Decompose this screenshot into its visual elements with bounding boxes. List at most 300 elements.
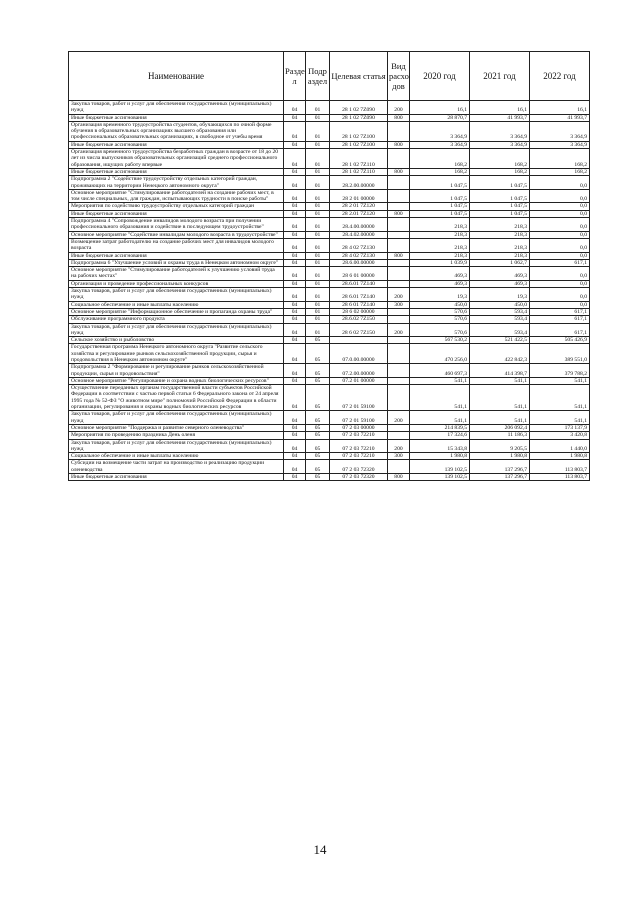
razdel-cell: 04: [284, 288, 306, 302]
table-row: [69, 308, 590, 315]
razdel-cell: 04: [284, 439, 306, 453]
value-2021-cell: 541,1: [470, 385, 530, 411]
table-row: [69, 210, 590, 217]
value-2021-cell: 3 364,9: [470, 121, 530, 141]
target-article-cell: 28.2.00.00000: [330, 176, 388, 190]
podrazdel-cell: 01: [306, 238, 330, 252]
value-2021-cell: 593,4: [470, 308, 530, 315]
name-cell: Мероприятия по проведению праздника День оленя: [69, 432, 284, 439]
razdel-cell: 04: [284, 301, 306, 308]
podrazdel-cell: 01: [306, 280, 330, 287]
expense-type-cell: 300: [388, 301, 410, 308]
name-cell: Сельское хозяйство и рыболовство: [69, 337, 284, 344]
value-2020-cell: 567 530,2: [410, 337, 470, 344]
value-2022-cell: 505 426,9: [530, 337, 590, 344]
razdel-cell: 04: [284, 424, 306, 431]
name-cell: Подпрограмма 4 "Сопровождение инвалидов молодого возраста при получении профессионального образования и содействие в последующем трудоустройстве": [69, 218, 284, 232]
target-article-cell: 28 2.01 7Z120: [330, 210, 388, 217]
razdel-cell: 04: [284, 252, 306, 259]
budget-table: [68, 51, 590, 481]
expense-type-cell: [388, 432, 410, 439]
target-article-cell: 28.6.02 7Z150: [330, 316, 388, 323]
expense-type-cell: [388, 218, 410, 232]
value-2022-cell: 113 803,7: [530, 460, 590, 474]
name-cell: Иные бюджетные ассигнования: [69, 114, 284, 121]
value-2021-cell: 206 092,4: [470, 424, 530, 431]
value-2020-cell: 214 839,5: [410, 424, 470, 431]
expense-type-cell: [388, 149, 410, 169]
value-2021-cell: 541,1: [470, 411, 530, 425]
target-article-cell: 07 2 03 72320: [330, 460, 388, 474]
value-2020-cell: 15 343,8: [410, 439, 470, 453]
razdel-cell: 04: [284, 453, 306, 460]
expense-type-cell: [388, 176, 410, 190]
table-row: [69, 231, 590, 238]
header-expense-type: Вид расхо дов: [388, 52, 410, 101]
razdel-cell: 04: [284, 308, 306, 315]
podrazdel-cell: 05: [306, 460, 330, 474]
name-cell: Основное мероприятие "Регулирование и охрана водных биологических ресурсов": [69, 377, 284, 384]
value-2020-cell: 19,3: [410, 288, 470, 302]
razdel-cell: 04: [284, 238, 306, 252]
razdel-cell: 04: [284, 267, 306, 281]
expense-type-cell: 800: [388, 168, 410, 175]
podrazdel-cell: 05: [306, 439, 330, 453]
expense-type-cell: [388, 280, 410, 287]
target-article-cell: 28 6 02 00000: [330, 308, 388, 315]
value-2020-cell: 1 047,5: [410, 176, 470, 190]
value-2020-cell: 570,6: [410, 308, 470, 315]
value-2022-cell: 0,0: [530, 176, 590, 190]
table-row: [69, 203, 590, 210]
name-cell: Иные бюджетные ассигнования: [69, 474, 284, 481]
value-2021-cell: 1 047,5: [470, 203, 530, 210]
podrazdel-cell: 01: [306, 203, 330, 210]
table-row: [69, 301, 590, 308]
razdel-cell: 04: [284, 385, 306, 411]
name-cell: Осуществление переданных органам государственной власти субъектов Российской Федерации в соответствии с частью первой статьи 6 Федерального закона от 24 апреля 1995 года № 52-ФЗ "О животном мире" полномочий Российской Федерации в области организации, регулирования и охраны водных биологических ресурсов: [69, 385, 284, 411]
value-2021-cell: 414 398,7: [470, 364, 530, 378]
razdel-cell: 04: [284, 149, 306, 169]
value-2020-cell: 3 364,9: [410, 121, 470, 141]
name-cell: Мероприятия по содействию трудоустройству отдельных категорий граждан: [69, 203, 284, 210]
expense-type-cell: [388, 238, 410, 252]
name-cell: Организация и проведение профессиональных конкурсов: [69, 280, 284, 287]
target-article-cell: 28 2 01 00000: [330, 189, 388, 203]
podrazdel-cell: 01: [306, 101, 330, 115]
podrazdel-cell: 01: [306, 189, 330, 203]
value-2022-cell: 0,0: [530, 252, 590, 259]
expense-type-cell: 800: [388, 141, 410, 148]
razdel-cell: 04: [284, 432, 306, 439]
podrazdel-cell: 05: [306, 424, 330, 431]
target-article-cell: 07 2 01 59100: [330, 411, 388, 425]
target-article-cell: 28 1 02 7Z100: [330, 121, 388, 141]
name-cell: Субсидии на возмещение части затрат на производство и реализацию продукции оленеводства: [69, 460, 284, 474]
page-number: 14: [313, 842, 327, 857]
table-row: [69, 432, 590, 439]
podrazdel-cell: 01: [306, 252, 330, 259]
value-2020-cell: 218,3: [410, 231, 470, 238]
value-2022-cell: 617,1: [530, 323, 590, 337]
table-row: [69, 149, 590, 169]
podrazdel-cell: 01: [306, 259, 330, 266]
name-cell: Закупка товаров, работ и услуг для обеспечения государственных (муниципальных) нужд: [69, 288, 284, 302]
name-cell: Иные бюджетные ассигнования: [69, 210, 284, 217]
target-article-cell: 28.6.01 7Z140: [330, 280, 388, 287]
table-row: [69, 288, 590, 302]
value-2021-cell: 521 422,5: [470, 337, 530, 344]
podrazdel-cell: 01: [306, 288, 330, 302]
value-2022-cell: 173 137,9: [530, 424, 590, 431]
expense-type-cell: [388, 377, 410, 384]
razdel-cell: 04: [284, 176, 306, 190]
value-2020-cell: 1 980,8: [410, 453, 470, 460]
podrazdel-cell: 05: [306, 385, 330, 411]
razdel-cell: 04: [284, 218, 306, 232]
target-article-cell: 28 6 01 00000: [330, 267, 388, 281]
value-2020-cell: 218,3: [410, 252, 470, 259]
value-2020-cell: 168,2: [410, 168, 470, 175]
value-2021-cell: 1 047,5: [470, 189, 530, 203]
podrazdel-cell: 05: [306, 377, 330, 384]
razdel-cell: 04: [284, 101, 306, 115]
expense-type-cell: 800: [388, 252, 410, 259]
razdel-cell: 04: [284, 210, 306, 217]
target-article-cell: 28 1 02 7Z090: [330, 114, 388, 121]
expense-type-cell: [388, 316, 410, 323]
table-row: [69, 141, 590, 148]
value-2021-cell: 1 047,5: [470, 176, 530, 190]
expense-type-cell: 200: [388, 411, 410, 425]
podrazdel-cell: 01: [306, 176, 330, 190]
table-header-row: [69, 52, 590, 101]
value-2022-cell: 0,0: [530, 218, 590, 232]
name-cell: Обслуживание программного продукта: [69, 316, 284, 323]
table-row: [69, 238, 590, 252]
table-row: [69, 337, 590, 344]
value-2022-cell: 168,2: [530, 149, 590, 169]
target-article-cell: 28.6.00.00000: [330, 259, 388, 266]
value-2020-cell: 16,1: [410, 101, 470, 115]
target-article-cell: 28 1 02 7Z100: [330, 141, 388, 148]
razdel-cell: 04: [284, 114, 306, 121]
value-2021-cell: 168,2: [470, 149, 530, 169]
value-2021-cell: 541,1: [470, 377, 530, 384]
value-2021-cell: 137 296,7: [470, 474, 530, 481]
value-2021-cell: 9 205,5: [470, 439, 530, 453]
name-cell: Подпрограмма 2 "Формирование и регулирование рынков сельскохозяйственной продукции, сырья и продовольствия": [69, 364, 284, 378]
value-2021-cell: 137 296,7: [470, 460, 530, 474]
value-2021-cell: 1 047,5: [470, 210, 530, 217]
podrazdel-cell: 05: [306, 453, 330, 460]
value-2022-cell: 0,0: [530, 288, 590, 302]
podrazdel-cell: 05: [306, 337, 330, 344]
value-2020-cell: 450,0: [410, 301, 470, 308]
expense-type-cell: [388, 121, 410, 141]
value-2022-cell: 617,1: [530, 316, 590, 323]
podrazdel-cell: 05: [306, 364, 330, 378]
value-2020-cell: 541,1: [410, 377, 470, 384]
value-2021-cell: 469,3: [470, 267, 530, 281]
value-2021-cell: 218,3: [470, 252, 530, 259]
header-razdel: Разде л: [284, 52, 306, 101]
target-article-cell: 28 4 02 7Z130: [330, 238, 388, 252]
expense-type-cell: [388, 203, 410, 210]
header-2020: 2020 год: [410, 52, 470, 101]
podrazdel-cell: 01: [306, 149, 330, 169]
value-2021-cell: 593,4: [470, 316, 530, 323]
podrazdel-cell: 01: [306, 323, 330, 337]
table-row: [69, 364, 590, 378]
value-2020-cell: 1 039,9: [410, 259, 470, 266]
table-row: [69, 316, 590, 323]
value-2022-cell: 16,1: [530, 101, 590, 115]
expense-type-cell: 800: [388, 114, 410, 121]
podrazdel-cell: 05: [306, 344, 330, 364]
razdel-cell: 04: [284, 364, 306, 378]
value-2020-cell: 570,6: [410, 316, 470, 323]
expense-type-cell: [388, 424, 410, 431]
value-2022-cell: 0,0: [530, 280, 590, 287]
value-2022-cell: 0,0: [530, 231, 590, 238]
value-2022-cell: 3 420,8: [530, 432, 590, 439]
table-row: [69, 101, 590, 115]
table-row: [69, 453, 590, 460]
value-2021-cell: 450,0: [470, 301, 530, 308]
razdel-cell: 04: [284, 121, 306, 141]
value-2021-cell: 11 186,3: [470, 432, 530, 439]
name-cell: Закупка товаров, работ и услуг для обеспечения государственных (муниципальных) нужд: [69, 323, 284, 337]
name-cell: Государственная программа Ненецкого автономного округа "Развитие сельского хозяйства и регулирование рынков сельскохозяйственной продукции, сырья и продовольствия в Ненецком автономном округе": [69, 344, 284, 364]
razdel-cell: 04: [284, 323, 306, 337]
target-article-cell: 28.4.02.00000: [330, 231, 388, 238]
name-cell: Основное мероприятие "Содействие инвалидам молодого возраста в трудоустройстве": [69, 231, 284, 238]
name-cell: Основное мероприятие "Информационное обеспечение и пропаганда охраны труда": [69, 308, 284, 315]
podrazdel-cell: 01: [306, 231, 330, 238]
razdel-cell: 04: [284, 168, 306, 175]
target-article-cell: 28 6 02 7Z150: [330, 323, 388, 337]
value-2021-cell: 16,1: [470, 101, 530, 115]
table-row: [69, 218, 590, 232]
name-cell: Основное мероприятие "Стимулирование работодателей на создание рабочих мест, в том числе специальных, для граждан, испытывающих трудности в поиске работы": [69, 189, 284, 203]
target-article-cell: 07.2 01 00000: [330, 377, 388, 384]
value-2020-cell: 541,1: [410, 411, 470, 425]
razdel-cell: 04: [284, 460, 306, 474]
value-2022-cell: 617,1: [530, 308, 590, 315]
value-2021-cell: 3 364,9: [470, 141, 530, 148]
expense-type-cell: [388, 337, 410, 344]
value-2020-cell: 28 870,7: [410, 114, 470, 121]
value-2021-cell: 168,2: [470, 168, 530, 175]
table-row: [69, 411, 590, 425]
podrazdel-cell: 01: [306, 121, 330, 141]
value-2020-cell: 469,3: [410, 267, 470, 281]
value-2022-cell: 3 364,9: [530, 141, 590, 148]
value-2021-cell: 1 980,8: [470, 453, 530, 460]
value-2022-cell: 1 980,8: [530, 453, 590, 460]
target-article-cell: 07 2 03 72210: [330, 432, 388, 439]
value-2022-cell: 379 788,2: [530, 364, 590, 378]
value-2021-cell: 41 993,7: [470, 114, 530, 121]
name-cell: Основное мероприятие "Стимулирование работодателей к улучшению условий труда на рабочих местах": [69, 267, 284, 281]
value-2022-cell: 1 440,0: [530, 439, 590, 453]
target-article-cell: 07 2 03 72210: [330, 439, 388, 453]
value-2020-cell: 218,3: [410, 218, 470, 232]
name-cell: Иные бюджетные ассигнования: [69, 252, 284, 259]
name-cell: Социальное обеспечение и иные выплаты населению: [69, 453, 284, 460]
value-2021-cell: 218,3: [470, 238, 530, 252]
value-2020-cell: 460 697,3: [410, 364, 470, 378]
target-article-cell: 28 4 02 7Z130: [330, 252, 388, 259]
expense-type-cell: 200: [388, 288, 410, 302]
value-2022-cell: 0,0: [530, 301, 590, 308]
table-row: [69, 114, 590, 121]
value-2021-cell: 218,3: [470, 218, 530, 232]
value-2020-cell: 3 364,9: [410, 141, 470, 148]
table-row: [69, 176, 590, 190]
name-cell: Закупка товаров, работ и услуг для обеспечения государственных (муниципальных) нужд: [69, 101, 284, 115]
value-2021-cell: 422 842,3: [470, 344, 530, 364]
expense-type-cell: 200: [388, 323, 410, 337]
expense-type-cell: [388, 189, 410, 203]
value-2020-cell: 570,6: [410, 323, 470, 337]
name-cell: Социальное обеспечение и иные выплаты населению: [69, 301, 284, 308]
target-article-cell: 07 2 03 00000: [330, 424, 388, 431]
razdel-cell: 04: [284, 474, 306, 481]
value-2020-cell: 17 324,6: [410, 432, 470, 439]
target-article-cell: 28 1 02 7Z110: [330, 149, 388, 169]
expense-type-cell: [388, 259, 410, 266]
table-row: [69, 168, 590, 175]
expense-type-cell: 800: [388, 474, 410, 481]
table-row: [69, 267, 590, 281]
podrazdel-cell: 01: [306, 267, 330, 281]
table-row: [69, 259, 590, 266]
podrazdel-cell: 05: [306, 411, 330, 425]
target-article-cell: 28 6.01 7Z140: [330, 288, 388, 302]
value-2021-cell: 19,3: [470, 288, 530, 302]
target-article-cell: 28 6 01 7Z140: [330, 301, 388, 308]
value-2022-cell: 541,1: [530, 385, 590, 411]
target-article-cell: 28 2 01 7Z120: [330, 203, 388, 210]
target-article-cell: 07 2 01 59100: [330, 385, 388, 411]
podrazdel-cell: 01: [306, 210, 330, 217]
podrazdel-cell: 05: [306, 474, 330, 481]
expense-type-cell: 200: [388, 439, 410, 453]
value-2020-cell: 168,2: [410, 149, 470, 169]
value-2021-cell: 593,4: [470, 323, 530, 337]
expense-type-cell: [388, 231, 410, 238]
header-2021: 2021 год: [470, 52, 530, 101]
value-2022-cell: 617,1: [530, 259, 590, 266]
razdel-cell: 04: [284, 189, 306, 203]
table-row: [69, 385, 590, 411]
target-article-cell: 28.4.00.00000: [330, 218, 388, 232]
target-article-cell: 28 1 02 7Z110: [330, 168, 388, 175]
razdel-cell: 04: [284, 377, 306, 384]
expense-type-cell: [388, 267, 410, 281]
table-row: [69, 280, 590, 287]
razdel-cell: 04: [284, 411, 306, 425]
header-target-article: Целевая статья: [330, 52, 388, 101]
name-cell: Организация временного трудоустройства безработных граждан в возрасте от 18 до 20 лет из числа выпускников образовательных организаций среднего профессионального образования, ищущих работу впервые: [69, 149, 284, 169]
table-row: [69, 189, 590, 203]
target-article-cell: 28 1 02 7Z090: [330, 101, 388, 115]
expense-type-cell: [388, 308, 410, 315]
podrazdel-cell: 01: [306, 316, 330, 323]
expense-type-cell: 200: [388, 101, 410, 115]
value-2020-cell: 1 047,5: [410, 210, 470, 217]
value-2022-cell: 0,0: [530, 267, 590, 281]
name-cell: Закупка товаров, работ и услуг для обеспечения государственных (муниципальных) нужд: [69, 411, 284, 425]
value-2022-cell: 3 364,9: [530, 121, 590, 141]
razdel-cell: 04: [284, 280, 306, 287]
value-2022-cell: 0,0: [530, 238, 590, 252]
header-name: Наименование: [69, 52, 284, 101]
value-2020-cell: 1 047,5: [410, 189, 470, 203]
value-2022-cell: 0,0: [530, 210, 590, 217]
table-row: [69, 323, 590, 337]
table-body: [69, 101, 590, 481]
value-2022-cell: 113 803,7: [530, 474, 590, 481]
razdel-cell: 04: [284, 337, 306, 344]
value-2020-cell: 541,1: [410, 385, 470, 411]
podrazdel-cell: 01: [306, 141, 330, 148]
value-2021-cell: 469,3: [470, 280, 530, 287]
table-row: [69, 377, 590, 384]
header-2022: 2022 год: [530, 52, 590, 101]
razdel-cell: 04: [284, 259, 306, 266]
name-cell: Подпрограмма 6 "Улучшение условий и охраны труда в Ненецком автономном округе": [69, 259, 284, 266]
target-article-cell: 07.0.00.00000: [330, 344, 388, 364]
expense-type-cell: [388, 385, 410, 411]
name-cell: Иные бюджетные ассигнования: [69, 168, 284, 175]
value-2020-cell: 470 256,0: [410, 344, 470, 364]
value-2020-cell: 218,3: [410, 238, 470, 252]
value-2022-cell: 41 993,7: [530, 114, 590, 121]
table-row: [69, 474, 590, 481]
table-row: [69, 252, 590, 259]
value-2022-cell: 168,2: [530, 168, 590, 175]
value-2020-cell: 139 102,5: [410, 460, 470, 474]
expense-type-cell: [388, 460, 410, 474]
value-2022-cell: 389 551,0: [530, 344, 590, 364]
target-article-cell: 07.2.00.00000: [330, 364, 388, 378]
podrazdel-cell: 01: [306, 308, 330, 315]
value-2022-cell: 541,1: [530, 411, 590, 425]
table-row: [69, 439, 590, 453]
expense-type-cell: 300: [388, 453, 410, 460]
podrazdel-cell: 01: [306, 218, 330, 232]
value-2020-cell: 1 047,5: [410, 203, 470, 210]
table-row: [69, 460, 590, 474]
value-2020-cell: 139 102,5: [410, 474, 470, 481]
podrazdel-cell: 05: [306, 432, 330, 439]
target-article-cell: 07 2 03 72320: [330, 474, 388, 481]
target-article-cell: 07 2 03 72210: [330, 453, 388, 460]
razdel-cell: 04: [284, 316, 306, 323]
name-cell: Закупка товаров, работ и услуг для обеспечения государственных (муниципальных) нужд: [69, 439, 284, 453]
razdel-cell: 04: [284, 203, 306, 210]
name-cell: Основное мероприятие "Поддержка и развитие северного оленеводства": [69, 424, 284, 431]
expense-type-cell: [388, 344, 410, 364]
razdel-cell: 04: [284, 231, 306, 238]
target-article-cell: [330, 337, 388, 344]
razdel-cell: 04: [284, 141, 306, 148]
podrazdel-cell: 01: [306, 114, 330, 121]
podrazdel-cell: 01: [306, 301, 330, 308]
